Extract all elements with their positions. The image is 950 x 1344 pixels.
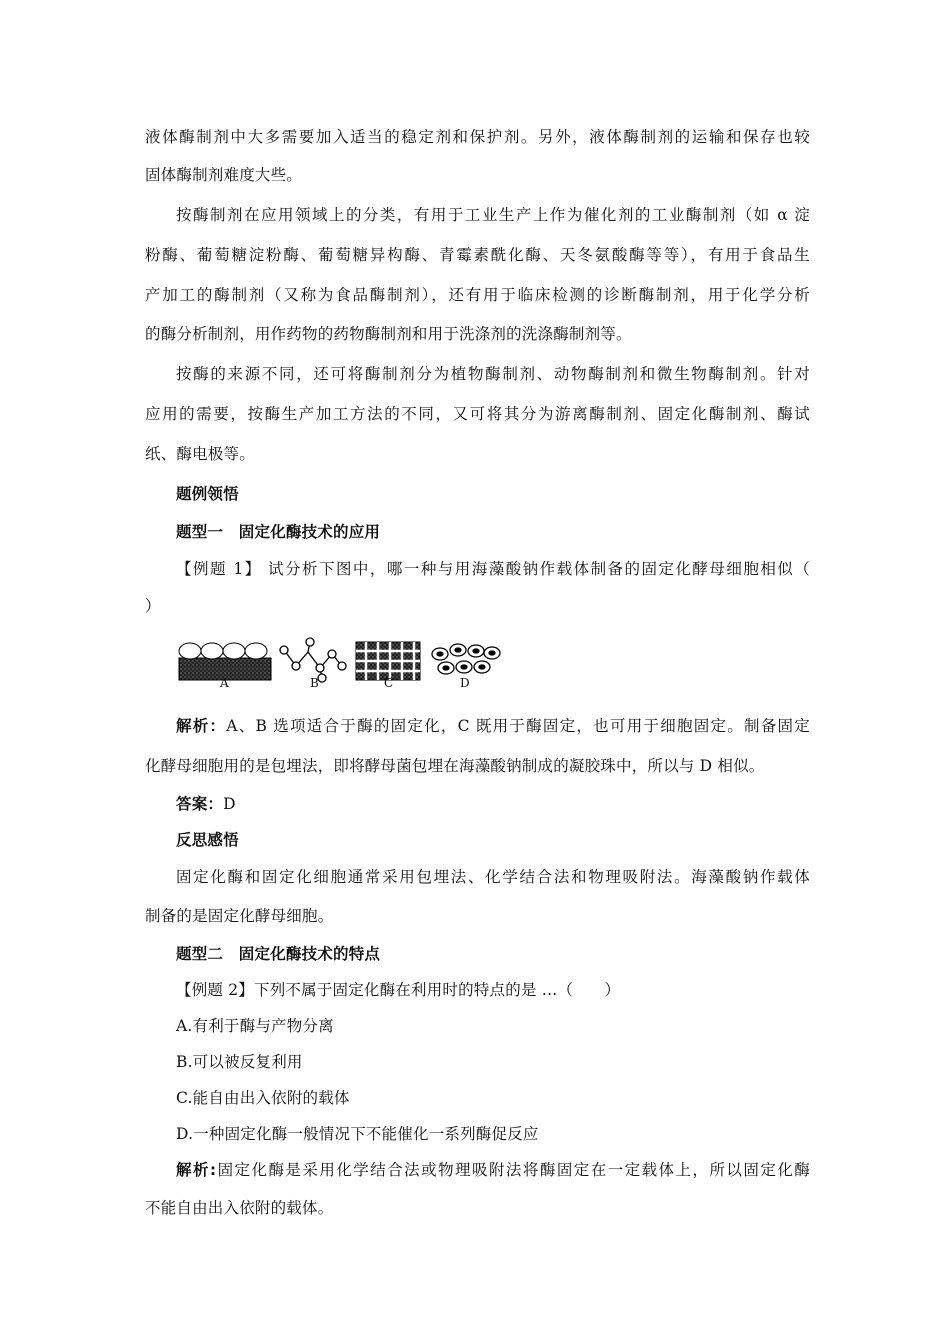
reflect-line: 固定化酶和固定化细胞通常采用包埋法、化学结合法和物理吸附法。海藻酸钠作载体: [176, 868, 810, 886]
analysis2-label: 解析:: [176, 1161, 217, 1179]
paragraph-line: 按酶制剂在应用领域上的分类，有用于工业生产上作为催化剂的工业酶制剂（如 α 淀: [176, 206, 810, 224]
option-a: A.有利于酶与产物分离: [176, 1017, 334, 1035]
option-d: D.一种固定化酶一般情况下不能催化一系列酶促反应: [176, 1125, 539, 1143]
analysis2-line-2: 不能自由出入依附的载体。: [145, 1199, 334, 1217]
figure-label-b: B: [310, 676, 319, 690]
example2-question: 【例题 2】下列不属于固定化酶在利用时的特点的是 …（ ）: [176, 981, 621, 999]
paragraph-line: 固体酶制剂难度大些。: [145, 166, 303, 184]
analysis2-line: [176, 1160, 810, 1180]
figure-label-c: C: [384, 676, 394, 690]
type1-title: 题型一 固定化酶技术的应用: [176, 523, 381, 541]
analysis1-line: [176, 716, 810, 736]
reflect-title: 反思感悟: [176, 831, 239, 849]
figure-a-diagram: [179, 643, 271, 680]
example1-question: 【例题 1】 试分析下图中，哪一种与用海藻酸钠作载体制备的固定化酵母细胞相似（: [176, 560, 810, 578]
option-b: B.可以被反复利用: [176, 1053, 303, 1071]
example1-question-end: ）: [145, 597, 161, 615]
paragraph-line: 纸、酶电极等。: [145, 445, 255, 463]
paragraph-line: 按酶的来源不同，还可将酶制剂分为植物酶制剂、动物酶制剂和微生物酶制剂。针对: [176, 365, 810, 383]
paragraph-line: 的酶分析制剂，用作药物的药物酶制剂和用于洗涤剂的洗涤酶制剂等。: [145, 325, 632, 343]
figure-label-a: A: [220, 676, 229, 690]
analysis1-line-2: 化酵母细胞用的是包埋法，即将酵母菌包埋在海藻酸钠制成的凝胶珠中，所以与 D 相似。: [145, 757, 765, 775]
analysis2-text: 固定化酶是采用化学结合法或物理吸附法将酶固定在一定载体上，所以固定化酶: [216, 1161, 810, 1179]
figure-c-diagram: [356, 642, 420, 680]
paragraph-line: 粉酶、葡萄糖淀粉酶、葡萄糖异构酶、青霉素酰化酶、天冬氨酸酶等等），有用于食品生: [145, 246, 810, 264]
option-c: C.能自由出入依附的载体: [176, 1089, 350, 1107]
paragraph-line: 应用的需要，按酶生产加工方法的不同，又可将其分为游离酶制剂、固定化酶制剂、酶试: [145, 405, 810, 423]
analysis1-text: A、B 选项适合于酶的固定化，C 既用于酶固定，也可用于细胞固定。制备固定: [226, 717, 810, 735]
reflect-line-2: 制备的是固定化酵母细胞。: [145, 907, 334, 925]
figure-d-diagram: [432, 644, 500, 674]
analysis1-label: 解析：: [176, 717, 227, 735]
paragraph-line: 液体酶制剂中大多需要加入适当的稳定剂和保护剂。另外，液体酶制剂的运输和保存也较: [145, 128, 810, 146]
figure-label-d: D: [460, 676, 470, 690]
type2-title: 题型二 固定化酶技术的特点: [176, 945, 381, 963]
paragraph-line: 产加工的酶制剂（又称为食品酶制剂），还有用于临床检测的诊断酶制剂，用于化学分析: [145, 286, 810, 304]
answer1-line: [176, 794, 841, 814]
section-title: 题例领悟: [176, 485, 239, 503]
answer1-label: 答案：: [176, 795, 224, 813]
answer1-value: D: [223, 795, 236, 813]
